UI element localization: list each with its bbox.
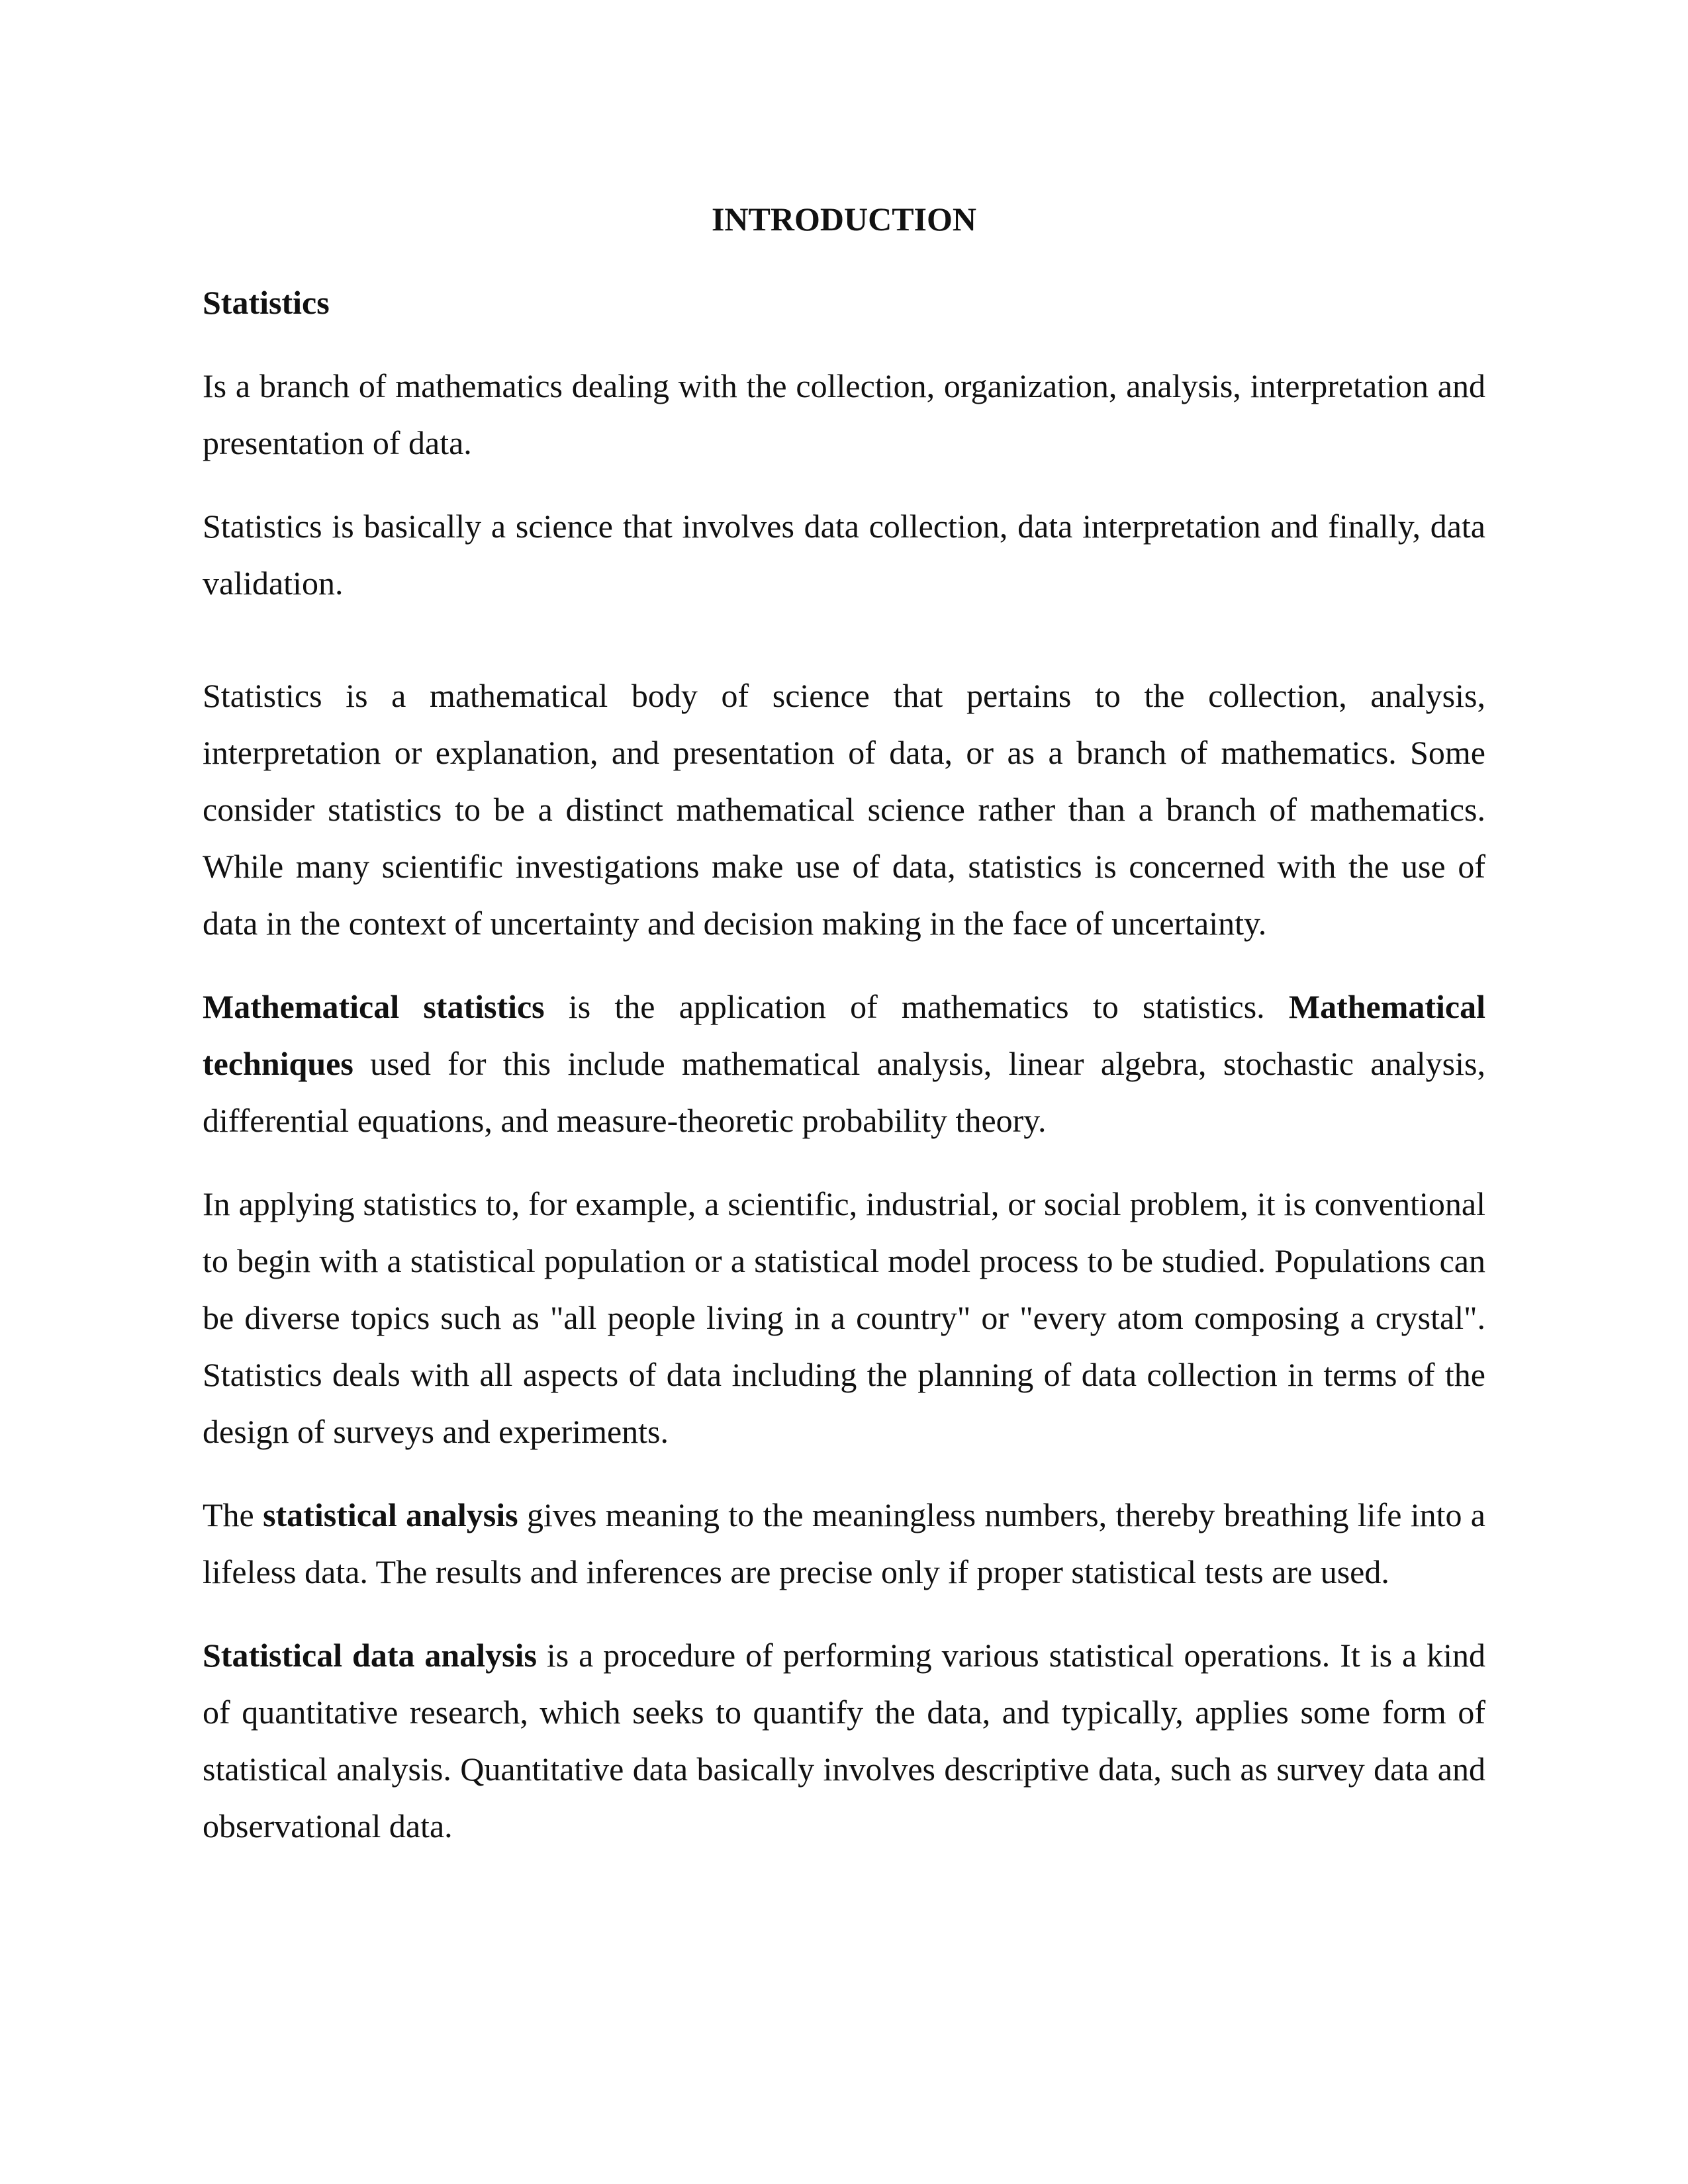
term-statistical-data-analysis: Statistical data analysis xyxy=(203,1637,537,1674)
paragraph-definition: Is a branch of mathematics dealing with the collection, organization, analysis, interpretation and presentation of data. xyxy=(203,367,1485,461)
paragraph-statistical-data-analysis xyxy=(203,1627,1485,1854)
paragraph-text: The xyxy=(203,1496,263,1533)
term-mathematical-techniques: Mathematical techniques xyxy=(203,988,1485,1082)
paragraph-body-of-science: Statistics is a mathematical body of science that pertains to the collection, analysis, interpretation or explanation, and presentation of data, or as a branch of mathematics. Some consider statistics to be a distinct mathematical science rather than a branch of mathematics. While many scientific investigations make use of data, statistics is concerned with the use of data in the context of uncertainty and decision making in the face of uncertainty. xyxy=(203,677,1485,942)
section-heading: Statistics xyxy=(203,284,330,321)
paragraph-text: used for this include mathematical analysis, linear algebra, stochastic analysis, differential equations, and measure-theoretic probability theory. xyxy=(203,1045,1485,1139)
document-body xyxy=(203,191,1485,1881)
paragraph-text: gives meaning to the meaningless numbers, thereby breathing life into a lifeless data. The results and inferences are precise only if proper statistical tests are used. xyxy=(203,1496,1485,1590)
paragraph-applying-statistics: In applying statistics to, for example, a scientific, industrial, or social problem, it is conventional to begin with a statistical population or a statistical model process to be studied. Populations can be diverse topics such as "all people living in a country" or "every atom composing a crystal". Statistics deals with all aspects of data including the planning of data collection in terms of the design of surveys and experiments. xyxy=(203,1185,1485,1450)
paragraph-text: is a procedure of performing various statistical operations. It is a kind of quantitative research, which seeks to quantify the data, and typically, applies some form of statistical analysis. Quantitative data basically involves descriptive data, such as survey data and observational data. xyxy=(203,1637,1485,1844)
term-mathematical-statistics: Mathematical statistics xyxy=(203,988,545,1025)
page-title: INTRODUCTION xyxy=(711,201,977,238)
paragraph-mathematical-statistics xyxy=(203,978,1485,1149)
paragraph-text: is the application of mathematics to statistics. xyxy=(544,988,1289,1025)
term-statistical-analysis: statistical analysis xyxy=(263,1496,518,1533)
paragraph-statistical-analysis xyxy=(203,1486,1485,1600)
paragraph-science: Statistics is basically a science that involves data collection, data interpretation and finally, data validation. xyxy=(203,508,1485,602)
